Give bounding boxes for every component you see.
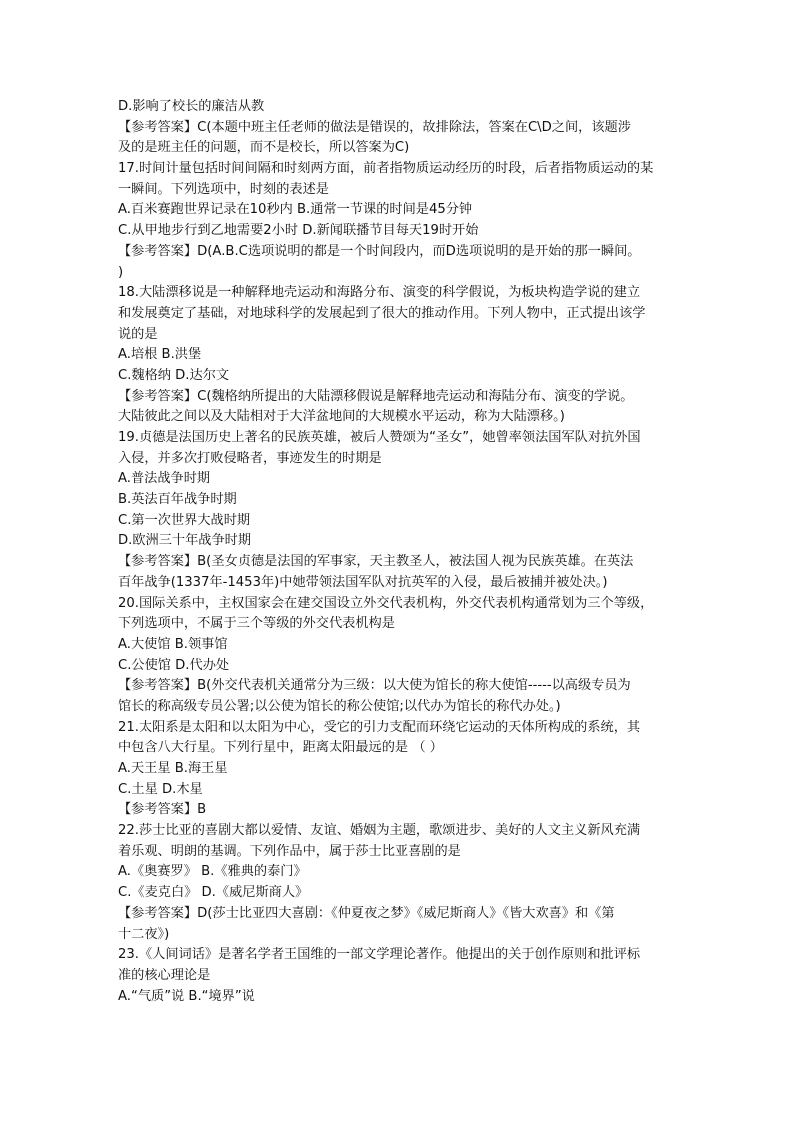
text-line: A.普法战争时期: [118, 471, 211, 487]
text-line: A.大使馆 B.领事馆: [118, 636, 228, 652]
text-line: 【参考答案】D(A.B.C选项说明的都是一个时间段内，而D选项说明的是开始的那一瞬间。: [118, 243, 641, 259]
text-line: 18.大陆漂移说是一种解释地壳运动和海路分布、演变的科学假说，为板块构造学说的建立: [118, 285, 641, 301]
text-line: C.魏格纳 D.达尔文: [118, 367, 230, 383]
text-line: 【参考答案】C(本题中班主任老师的做法是错误的，故排除法，答案在C\D之间，该题涉: [118, 119, 631, 135]
text-line: 一瞬间。下列选项中，时刻的表述是: [118, 181, 329, 197]
text-line: 入侵，并多次打败侵略者，事迹发生的时期是: [118, 450, 382, 466]
text-line: 馆长的称高级专员公署;以公使为馆长的称公使馆;以代办为馆长的称代办处。): [118, 698, 561, 714]
text-line: ): [118, 264, 124, 280]
text-line: 百年战争(1337年-1453年)中她带领法国军队对抗英军的入侵，最后被捕并被处决。): [118, 574, 608, 590]
text-line: D.影响了校长的廉洁从教: [118, 99, 265, 114]
text-line: 21.太阳系是太阳和以太阳为中心，受它的引力支配而环绕它运动的天体所构成的系统，其: [118, 719, 641, 735]
text-line: D.欧洲三十年战争时期: [118, 533, 252, 549]
text-line: 着乐观、明朗的基调。下列作品中，属于莎士比亚喜剧的是: [118, 843, 461, 859]
text-line: 大陆彼此之间以及大陆相对于大洋盆地间的大规模水平运动，称为大陆漂移。): [118, 409, 565, 425]
text-line: A.天王星 B.海王星: [118, 761, 228, 776]
text-line: C.土星 D.木星: [118, 781, 203, 797]
text-line: 准的核心理论是: [118, 967, 211, 983]
text-line: 【参考答案】D(莎士比亚四大喜剧：《仲夏夜之梦》《威尼斯商人》《皆大欢喜》和《第: [118, 905, 615, 921]
text-line: 十二夜》): [118, 926, 170, 942]
text-line: 【参考答案】B: [118, 802, 207, 818]
text-line: A.培根 B.洪堡: [118, 347, 202, 363]
text-line: 20.国际关系中，主权国家会在建交国设立外交代表机构，外交代表机构通常划为三个等级，: [118, 595, 654, 611]
text-line: A.百米赛跑世界记录在10秒内 B.通常一节课的时间是45分钟: [118, 202, 473, 218]
text-line: 【参考答案】B(圣女贞德是法国的军事家，天主教圣人，被法国人视为民族英雄。在英法: [118, 554, 634, 570]
text-line: 下列选项中，不属于三个等级的外交代表机构是: [118, 616, 395, 632]
text-line: C.第一次世界大战时期: [118, 512, 251, 528]
text-line: 23.《人间词话》是著名学者王国维的一部文学理论著作。他提出的关于创作原则和批评标: [118, 947, 641, 963]
text-line: C.《麦克白》 D.《威尼斯商人》: [118, 885, 309, 901]
text-line: 22.莎士比亚的喜剧大都以爱情、友谊、婚姻为主题，歌颂进步、美好的人文主义新风充满: [118, 823, 641, 839]
text-line: B.英法百年战争时期: [118, 492, 237, 508]
text-line: 和发展奠定了基础，对地球科学的发展起到了很大的推动作用。下列人物中，正式提出该学: [118, 305, 646, 321]
text-line: C.公使馆 D.代办处: [118, 657, 230, 673]
text-line: C.从甲地步行到乙地需要2小时 D.新闻联播节目每天19时开始: [118, 223, 479, 239]
document-page: [118, 97, 678, 1007]
text-line: 【参考答案】B(外交代表机关通常分为三级：以大使为馆长的称大使馆-----以高级专员为: [118, 678, 631, 694]
text-line: 【参考答案】C(魏格纳所提出的大陆漂移假说是解释地壳运动和海陆分布、演变的学说。: [118, 388, 634, 404]
text-line: 17.时间计量包括时间间隔和时刻两方面，前者指物质运动经历的时段，后者指物质运动的某: [118, 161, 654, 177]
text-line: 及的是班主任的问题，而不是校长，所以答案为C): [118, 140, 410, 156]
text-line: A.《奥赛罗》 B.《雅典的泰门》: [118, 864, 307, 880]
text-line: A.“气质”说 B.“境界”说: [118, 988, 255, 1004]
text-line: 中包含八大行星。下列行星中，距离太阳最远的是 （ ）: [118, 740, 443, 756]
text-line: 19.贞德是法国历史上著名的民族英雄，被后人赞颂为“圣女”，她曾率领法国军队对抗外国: [118, 430, 641, 445]
text-line: 说的是: [118, 326, 158, 342]
